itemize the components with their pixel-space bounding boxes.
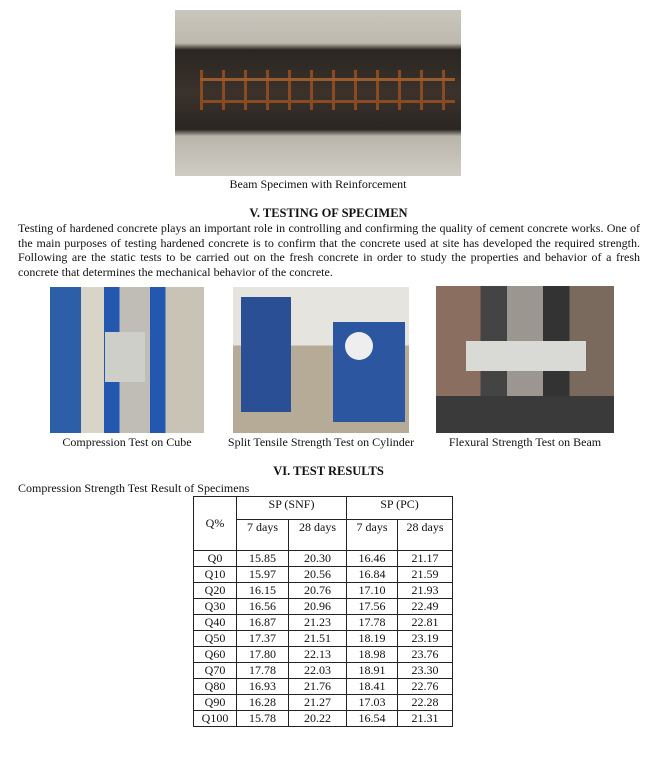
row-label: Q0 xyxy=(194,551,237,567)
table-cell: 16.15 xyxy=(237,583,289,599)
split-tensile-caption: Split Tensile Strength Test on Cylinder xyxy=(227,435,415,449)
table-cell: 17.37 xyxy=(237,631,289,647)
table-row xyxy=(194,551,453,567)
row-label: Q100 xyxy=(194,711,237,727)
flexural-caption: Flexural Strength Test on Beam xyxy=(448,435,602,449)
table-cell: 21.23 xyxy=(289,615,347,631)
table-cell: 20.96 xyxy=(289,599,347,615)
beam-reinforcement-photo xyxy=(175,10,461,176)
row-label: Q50 xyxy=(194,631,237,647)
section-5-heading: V. TESTING OF SPECIMEN xyxy=(249,206,408,220)
table-row xyxy=(194,599,453,615)
row-label: Q10 xyxy=(194,567,237,583)
table-cell: 22.03 xyxy=(289,663,347,679)
table-cell: 17.80 xyxy=(237,647,289,663)
table-cell: 17.78 xyxy=(237,663,289,679)
table-cell: 20.22 xyxy=(289,711,347,727)
row-label: Q20 xyxy=(194,583,237,599)
table-cell: 16.54 xyxy=(347,711,398,727)
sub-header: 7 days xyxy=(237,520,289,551)
group-pc-header: SP (PC) xyxy=(347,497,453,520)
table-cell: 17.78 xyxy=(347,615,398,631)
sub-header: 28 days xyxy=(289,520,347,551)
row-label: Q70 xyxy=(194,663,237,679)
table-cell: 20.30 xyxy=(289,551,347,567)
table-row xyxy=(194,679,453,695)
table-cell: 20.56 xyxy=(289,567,347,583)
compression-test-photo xyxy=(50,287,204,433)
table-cell: 22.13 xyxy=(289,647,347,663)
table-caption: Compression Strength Test Result of Specimens xyxy=(18,481,250,495)
table-cell: 21.93 xyxy=(398,583,453,599)
row-label: Q80 xyxy=(194,679,237,695)
table-cell: 23.76 xyxy=(398,647,453,663)
table-row xyxy=(194,711,453,727)
table-cell: 23.30 xyxy=(398,663,453,679)
table-cell: 16.93 xyxy=(237,679,289,695)
table-cell: 15.78 xyxy=(237,711,289,727)
table-cell: 22.49 xyxy=(398,599,453,615)
table-cell: 22.76 xyxy=(398,679,453,695)
row-label: Q40 xyxy=(194,615,237,631)
flexural-test-photo xyxy=(436,286,614,433)
section-5-paragraph: Testing of hardened concrete plays an important role in controlling and confirming the quality of cement concrete works. One of the main purposes of testing hardened concrete is to confirm that the concrete used at site has developed the required strength. Following are the static tests to be carried out on the fresh concrete in order to study the properties and behavior of a fresh concrete that determines the mechanical behavior of the concrete. xyxy=(18,221,640,279)
table-cell: 23.19 xyxy=(398,631,453,647)
table-cell: 21.51 xyxy=(289,631,347,647)
section-6-heading: VI. TEST RESULTS xyxy=(273,464,384,478)
table-cell: 22.81 xyxy=(398,615,453,631)
beam-caption: Beam Specimen with Reinforcement xyxy=(229,177,407,191)
table-row xyxy=(194,615,453,631)
table-cell: 22.28 xyxy=(398,695,453,711)
table-cell: 16.46 xyxy=(347,551,398,567)
compression-results-table xyxy=(193,496,453,727)
table-cell: 15.97 xyxy=(237,567,289,583)
table-cell: 18.91 xyxy=(347,663,398,679)
table-cell: 16.56 xyxy=(237,599,289,615)
table-cell: 20.76 xyxy=(289,583,347,599)
table-row xyxy=(194,695,453,711)
table-cell: 17.03 xyxy=(347,695,398,711)
compression-caption: Compression Test on Cube xyxy=(62,435,192,449)
table-cell: 16.87 xyxy=(237,615,289,631)
table-cell: 21.59 xyxy=(398,567,453,583)
table-cell: 17.10 xyxy=(347,583,398,599)
split-tensile-test-photo xyxy=(233,287,409,433)
table-row xyxy=(194,567,453,583)
table-row xyxy=(194,647,453,663)
row-label: Q90 xyxy=(194,695,237,711)
table-cell: 16.84 xyxy=(347,567,398,583)
sub-header: 28 days xyxy=(398,520,453,551)
table-cell: 16.28 xyxy=(237,695,289,711)
table-row xyxy=(194,631,453,647)
sub-header: 7 days xyxy=(347,520,398,551)
table-cell: 21.31 xyxy=(398,711,453,727)
q-header: Q% xyxy=(194,497,237,551)
table-cell: 21.17 xyxy=(398,551,453,567)
table-cell: 17.56 xyxy=(347,599,398,615)
table-cell: 21.76 xyxy=(289,679,347,695)
table-cell: 18.19 xyxy=(347,631,398,647)
table-cell: 18.98 xyxy=(347,647,398,663)
table-row xyxy=(194,663,453,679)
table-row xyxy=(194,583,453,599)
table-cell: 18.41 xyxy=(347,679,398,695)
row-label: Q60 xyxy=(194,647,237,663)
table-cell: 21.27 xyxy=(289,695,347,711)
table-cell: 15.85 xyxy=(237,551,289,567)
group-snf-header: SP (SNF) xyxy=(237,497,347,520)
row-label: Q30 xyxy=(194,599,237,615)
